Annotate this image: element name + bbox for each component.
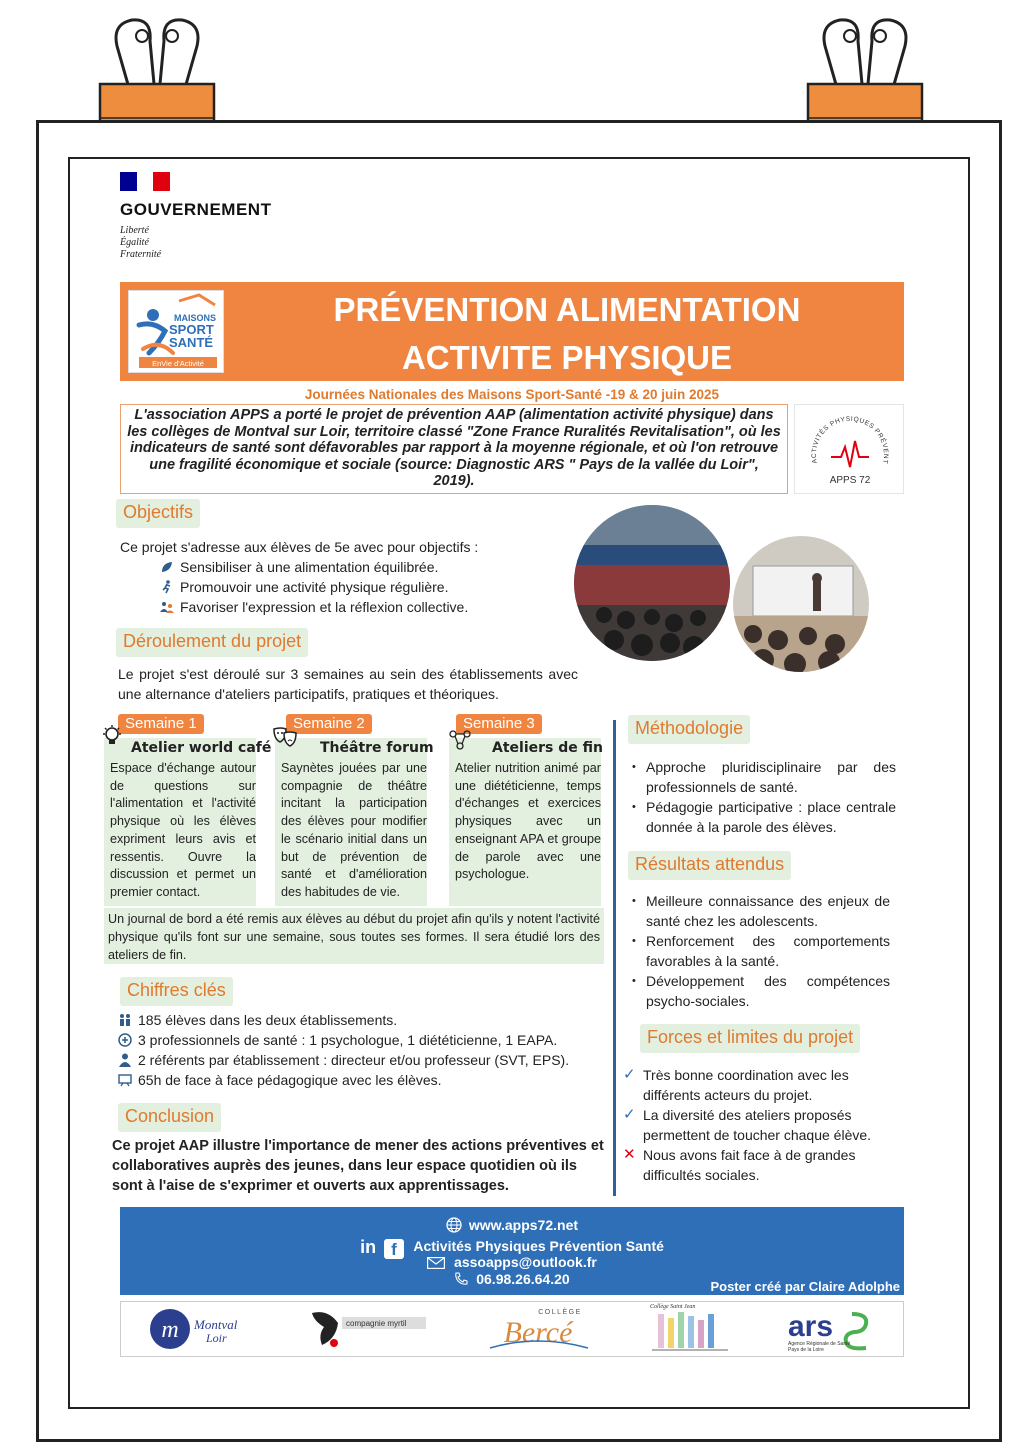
column-divider: [613, 720, 616, 1196]
svg-text:ars: ars: [788, 1310, 834, 1343]
svg-text:Loir: Loir: [206, 1331, 227, 1345]
list-item: • Développement des compétences psycho-sociales.: [628, 971, 890, 1011]
photo-gymnase: [574, 505, 730, 661]
website-line: [120, 1217, 904, 1236]
ars-logo: [782, 1304, 878, 1354]
contact-footer: [120, 1207, 904, 1295]
board-icon: [118, 1073, 132, 1087]
list-item: 185 élèves dans les deux établissements.: [118, 1010, 569, 1030]
section-tag-resultats: Résultats attendus: [628, 851, 791, 880]
week-title-1: Atelier world café: [131, 740, 272, 756]
journal-note: Un journal de bord a été remis aux élèves au début du projet afin qu'ils y notent l'activité physique qu'ils font sur une semaine, sous toutes ses formes. Il sera étudié lors des ateliers de fin.: [104, 908, 604, 964]
check-icon: ✓: [623, 1066, 636, 1083]
maisons-sport-sante-logo: [128, 290, 224, 373]
globe-icon: [446, 1217, 462, 1236]
journees-subtitle: Journées Nationales des Maisons Sport-Santé -19 & 20 juin 2025: [304, 387, 720, 402]
phone-number: 06.98.26.64.20: [476, 1271, 570, 1287]
montval-logo: [146, 1304, 258, 1354]
person-icon: [118, 1053, 132, 1067]
svg-text:SPORT: SPORT: [169, 322, 214, 337]
leaf-icon: [160, 560, 174, 574]
resultats-list: [628, 891, 890, 1011]
svg-text:SANTÉ: SANTÉ: [169, 335, 214, 350]
network-icon: [449, 730, 471, 755]
week-tag-2: Semaine 2: [286, 714, 372, 734]
list-item: Favoriser l'expression et la réflexion collective.: [160, 597, 468, 617]
list-item: Promouvoir une activité physique régulière.: [160, 577, 468, 597]
list-item: ✓ La diversité des ateliers proposés permettent de toucher chaque élève.: [623, 1106, 872, 1143]
social-name: Activités Physiques Prévention Santé: [413, 1238, 664, 1254]
methodologie-list: [628, 757, 896, 837]
svg-text:Pays de la Loire: Pays de la Loire: [788, 1347, 824, 1353]
cross-icon: ✕: [623, 1146, 636, 1163]
section-tag-deroulement: Déroulement du projet: [116, 628, 308, 657]
svg-text:m: m: [161, 1317, 179, 1343]
section-tag-objectifs: Objectifs: [116, 499, 200, 528]
intro-text: L'association APPS a porté le projet de prévention AAP (alimentation activité physique) dans les collèges de Montval sur Loir, territoire classé "Zone France Ruralités Revitalisation", où les indicateurs de santé sont défavorables par rapport à la moyenne régionale, et où l'on retrouve une fragilité économique et sociale (source: Diagnostic ARS " Pays de la vallée du Loir", 2019).: [120, 404, 788, 494]
list-item: • Meilleure connaissance des enjeux de santé chez les adolescents.: [628, 891, 890, 931]
svg-text:APPS 72: APPS 72: [829, 475, 871, 486]
email-line: [120, 1254, 904, 1272]
group-icon: [160, 600, 174, 614]
week-tag-3: Semaine 3: [456, 714, 542, 734]
lightbulb-icon: [100, 724, 124, 753]
svg-text:Montval: Montval: [194, 1317, 238, 1332]
week-title-3: Ateliers de fin: [492, 740, 603, 756]
envelope-icon: [427, 1256, 445, 1272]
title-banner: [120, 282, 904, 381]
objectifs-list: [160, 557, 468, 617]
svg-text:ACTIVITÉS PHYSIQUES PRÉVENTION: ACTIVITÉS PHYSIQUES PRÉVENT: [810, 415, 890, 465]
week-text-1: Espace d'échange autour de questions sur l'alimentation et l'activité physique où les élèves expriment leurs avis et ressentis. Ouvre la discussion et permet un premier contact.: [110, 761, 256, 899]
week-text-3: Atelier nutrition animé par une diététicienne, temps d'échanges et exercices physiques avec un enseignant APA et groupe de parole avec une psychologue.: [455, 761, 601, 882]
list-item: ✓ Très bonne coordination avec les différents acteurs du projet.: [623, 1066, 849, 1103]
svg-text:MAISONS: MAISONS: [174, 313, 217, 323]
apps72-logo: [794, 404, 904, 494]
svg-text:EnVie d'Activité: EnVie d'Activité: [152, 359, 204, 368]
list-item: 3 professionnels de santé : 1 psychologue, 1 diététicienne, 1 EAPA.: [118, 1030, 569, 1050]
french-flag-icon: [120, 172, 170, 191]
email-link[interactable]: assoapps@outlook.fr: [454, 1254, 597, 1270]
theater-masks-icon: [272, 726, 298, 753]
objectifs-intro: Ce projet s'adresse aux élèves de 5e avec pour objectifs :: [120, 539, 479, 555]
page-title: PRÉVENTION ALIMENTATION ACTIVITE PHYSIQUE: [333, 291, 801, 376]
website-link[interactable]: www.apps72.net: [468, 1217, 579, 1233]
gouvernement-motto: Liberté Égalité Fraternité: [120, 225, 162, 260]
health-pros-icon: [118, 1033, 132, 1047]
runner-icon: [160, 580, 174, 594]
section-tag-chiffres: Chiffres clés: [120, 977, 233, 1006]
svg-text:Bercé: Bercé: [503, 1316, 573, 1349]
list-item: • Pédagogie participative : place centrale donnée à la parole des élèves.: [628, 797, 896, 837]
week-text-2: Saynètes jouées par une compagnie de théâtre incitant la participation des élèves pour modifier le scénario initial dans un but de prévention de santé et d'amélioration des habitudes de vie.: [281, 761, 427, 899]
poster-credit: Poster créé par Claire Adolphe: [710, 1279, 900, 1294]
gouvernement-title: GOUVERNEMENT: [120, 200, 272, 219]
section-tag-methodologie: Méthodologie: [628, 715, 750, 744]
college-saint-jean-logo: [648, 1304, 732, 1354]
list-item: • Renforcement des comportements favorables à la santé.: [628, 931, 890, 971]
gouvernement-block: [120, 172, 271, 261]
list-item: 65h de face à face pédagogique avec les élèves.: [118, 1070, 569, 1090]
compagnie-myrtil-logo: [308, 1304, 428, 1354]
forces-list: [623, 1065, 893, 1185]
chiffres-list: [118, 1010, 569, 1090]
svg-text:Collège Saint Jean: Collège Saint Jean: [650, 1304, 696, 1310]
photo-classe: [733, 536, 869, 672]
svg-text:Agence Régionale de Santé: Agence Régionale de Santé: [788, 1341, 851, 1347]
list-item: 2 référents par établissement : directeur et/ou professeur (SVT, EPS).: [118, 1050, 569, 1070]
deroulement-text: Le projet s'est déroulé sur 3 semaines au sein des établissements avec une alternance d'ateliers participatifs, pratiques et théoriques.: [118, 666, 578, 702]
svg-text:COLLÈGE: COLLÈGE: [538, 1309, 582, 1316]
students-icon: [118, 1013, 132, 1027]
list-item: ✕ Nous avons fait face à de grandes difficultés sociales.: [623, 1146, 856, 1183]
college-berce-logo: [478, 1304, 598, 1354]
section-tag-forces: Forces et limites du projet: [640, 1024, 860, 1053]
phone-icon: [454, 1272, 468, 1289]
week-title-2: Théâtre forum: [320, 740, 434, 756]
list-item: • Approche pluridisciplinaire par des professionnels de santé.: [628, 757, 896, 797]
linkedin-icon[interactable]: in: [360, 1237, 377, 1257]
week-tag-1: Semaine 1: [118, 714, 204, 734]
check-icon: ✓: [623, 1106, 636, 1123]
conclusion-text: Ce projet AAP illustre l'importance de mener des actions préventives et collaboratives auprès des jeunes, dans leur espace quotidien où ils sont à l'aise de s'exprimer et ouverts aux apprentissages.: [112, 1138, 604, 1194]
facebook-icon[interactable]: f: [384, 1239, 404, 1259]
svg-text:compagnie myrtil: compagnie myrtil: [346, 1319, 407, 1328]
section-tag-conclusion: Conclusion: [118, 1103, 221, 1132]
partners-bar: [120, 1301, 904, 1357]
list-item: Sensibiliser à une alimentation équilibrée.: [160, 557, 468, 577]
